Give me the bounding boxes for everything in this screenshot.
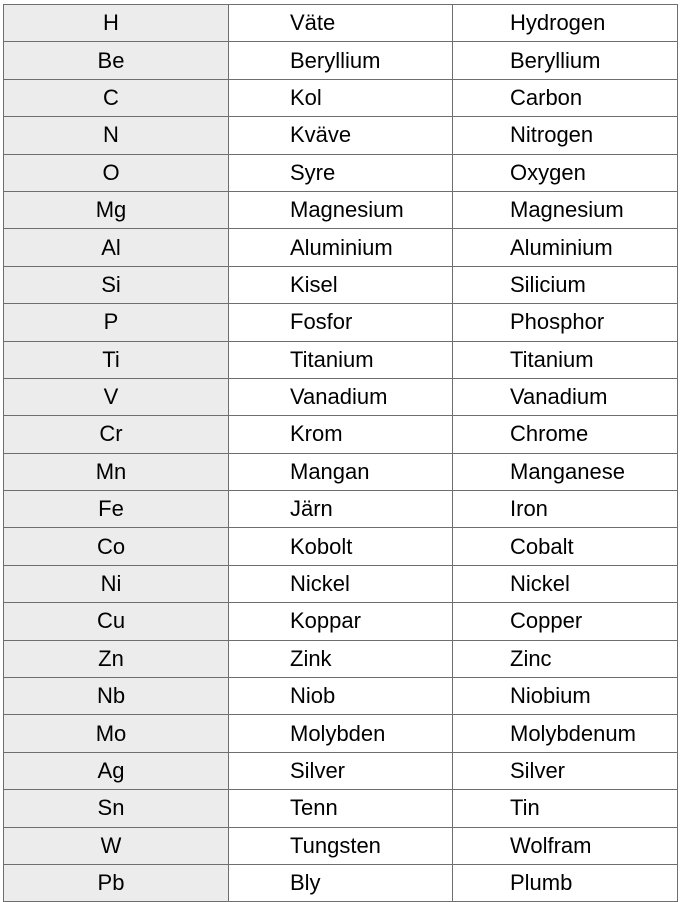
english-name-cell: Oxygen [453, 154, 678, 191]
element-symbol-cell: Fe [4, 491, 229, 528]
element-symbol-cell: Zn [4, 640, 229, 677]
table-row [4, 678, 678, 715]
english-name-cell: Carbon [453, 79, 678, 116]
swedish-name-cell: Silver [229, 752, 453, 789]
english-name-cell: Zinc [453, 640, 678, 677]
element-symbol-cell: W [4, 827, 229, 864]
english-name-cell: Phosphor [453, 304, 678, 341]
element-symbol-cell: Ni [4, 565, 229, 602]
english-name-cell: Cobalt [453, 528, 678, 565]
table-row [4, 491, 678, 528]
element-symbol-cell: Mo [4, 715, 229, 752]
english-name-cell: Silver [453, 752, 678, 789]
element-symbol-cell: V [4, 378, 229, 415]
element-symbol-cell: O [4, 154, 229, 191]
table-row [4, 42, 678, 79]
english-name-cell: Beryllium [453, 42, 678, 79]
table-row [4, 565, 678, 602]
table-row [4, 5, 678, 42]
element-symbol-cell: Cu [4, 603, 229, 640]
swedish-name-cell: Kol [229, 79, 453, 116]
table-row [4, 864, 678, 901]
swedish-name-cell: Beryllium [229, 42, 453, 79]
element-symbol-cell: Ag [4, 752, 229, 789]
element-symbol-cell: Mn [4, 453, 229, 490]
element-symbol-cell: H [4, 5, 229, 42]
swedish-name-cell: Vanadium [229, 378, 453, 415]
swedish-name-cell: Tungsten [229, 827, 453, 864]
english-name-cell: Silicium [453, 266, 678, 303]
english-name-cell: Chrome [453, 416, 678, 453]
swedish-name-cell: Järn [229, 491, 453, 528]
element-symbol-cell: P [4, 304, 229, 341]
english-name-cell: Tin [453, 790, 678, 827]
table-row [4, 453, 678, 490]
english-name-cell: Iron [453, 491, 678, 528]
swedish-name-cell: Syre [229, 154, 453, 191]
english-name-cell: Hydrogen [453, 5, 678, 42]
english-name-cell: Aluminium [453, 229, 678, 266]
table-row [4, 416, 678, 453]
english-name-cell: Titanium [453, 341, 678, 378]
table-row [4, 266, 678, 303]
table-row [4, 117, 678, 154]
english-name-cell: Molybdenum [453, 715, 678, 752]
table-row [4, 341, 678, 378]
swedish-name-cell: Aluminium [229, 229, 453, 266]
swedish-name-cell: Zink [229, 640, 453, 677]
table-row [4, 752, 678, 789]
table-row [4, 640, 678, 677]
table-row [4, 603, 678, 640]
english-name-cell: Plumb [453, 864, 678, 901]
table-row [4, 528, 678, 565]
english-name-cell: Magnesium [453, 191, 678, 228]
element-symbol-cell: Al [4, 229, 229, 266]
swedish-name-cell: Kisel [229, 266, 453, 303]
swedish-name-cell: Kobolt [229, 528, 453, 565]
swedish-name-cell: Tenn [229, 790, 453, 827]
swedish-name-cell: Titanium [229, 341, 453, 378]
element-names-table [3, 4, 678, 902]
element-symbol-cell: Nb [4, 678, 229, 715]
english-name-cell: Nickel [453, 565, 678, 602]
element-symbol-cell: Be [4, 42, 229, 79]
table-row [4, 790, 678, 827]
table-row [4, 154, 678, 191]
swedish-name-cell: Niob [229, 678, 453, 715]
swedish-name-cell: Fosfor [229, 304, 453, 341]
swedish-name-cell: Mangan [229, 453, 453, 490]
english-name-cell: Manganese [453, 453, 678, 490]
swedish-name-cell: Väte [229, 5, 453, 42]
swedish-name-cell: Krom [229, 416, 453, 453]
swedish-name-cell: Kväve [229, 117, 453, 154]
english-name-cell: Niobium [453, 678, 678, 715]
element-symbol-cell: Ti [4, 341, 229, 378]
element-symbol-cell: Si [4, 266, 229, 303]
element-symbol-cell: Mg [4, 191, 229, 228]
swedish-name-cell: Molybden [229, 715, 453, 752]
table-body [4, 5, 678, 902]
english-name-cell: Wolfram [453, 827, 678, 864]
table-row [4, 191, 678, 228]
element-symbol-cell: C [4, 79, 229, 116]
table-row [4, 304, 678, 341]
element-table-container [3, 4, 677, 902]
table-row [4, 378, 678, 415]
english-name-cell: Nitrogen [453, 117, 678, 154]
table-row [4, 79, 678, 116]
swedish-name-cell: Bly [229, 864, 453, 901]
table-row [4, 827, 678, 864]
table-row [4, 229, 678, 266]
element-symbol-cell: Pb [4, 864, 229, 901]
english-name-cell: Copper [453, 603, 678, 640]
swedish-name-cell: Koppar [229, 603, 453, 640]
element-symbol-cell: Sn [4, 790, 229, 827]
element-symbol-cell: Co [4, 528, 229, 565]
element-symbol-cell: N [4, 117, 229, 154]
swedish-name-cell: Magnesium [229, 191, 453, 228]
swedish-name-cell: Nickel [229, 565, 453, 602]
table-row [4, 715, 678, 752]
element-symbol-cell: Cr [4, 416, 229, 453]
english-name-cell: Vanadium [453, 378, 678, 415]
